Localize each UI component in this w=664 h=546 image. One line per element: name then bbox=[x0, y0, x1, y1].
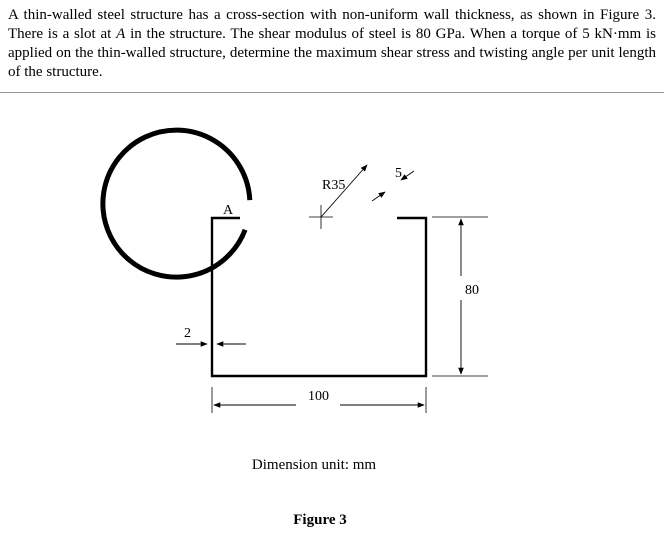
thickness-arrow-inner bbox=[372, 192, 385, 201]
problem-text-part1: A thin-walled steel structure has a cross-section with non-uniform wall thickness, as shown in Figure 3. There is a slot at bbox=[8, 7, 656, 42]
problem-text-part2: in the structure. The shear modulus of steel is 80 GPa. When a torque of 5 kN·mm is applied on the thin-walled structure, determine the maximum shear stress and twisting angle per unit length of the structure. bbox=[8, 26, 656, 80]
circle-thickness-label: 5 bbox=[395, 166, 402, 181]
radius-label: R35 bbox=[322, 178, 346, 193]
wall-thickness-label: 2 bbox=[184, 326, 191, 341]
width-label: 100 bbox=[308, 389, 329, 404]
height-label: 80 bbox=[465, 283, 479, 298]
thickness-arrow-outer bbox=[401, 171, 414, 180]
figure-caption: Figure 3 bbox=[293, 512, 347, 528]
dimension-unit-note: Dimension unit: mm bbox=[251, 457, 377, 473]
slot-variable: A bbox=[116, 26, 126, 42]
slot-label: A bbox=[223, 203, 234, 218]
thin-channel-wall bbox=[212, 218, 426, 376]
